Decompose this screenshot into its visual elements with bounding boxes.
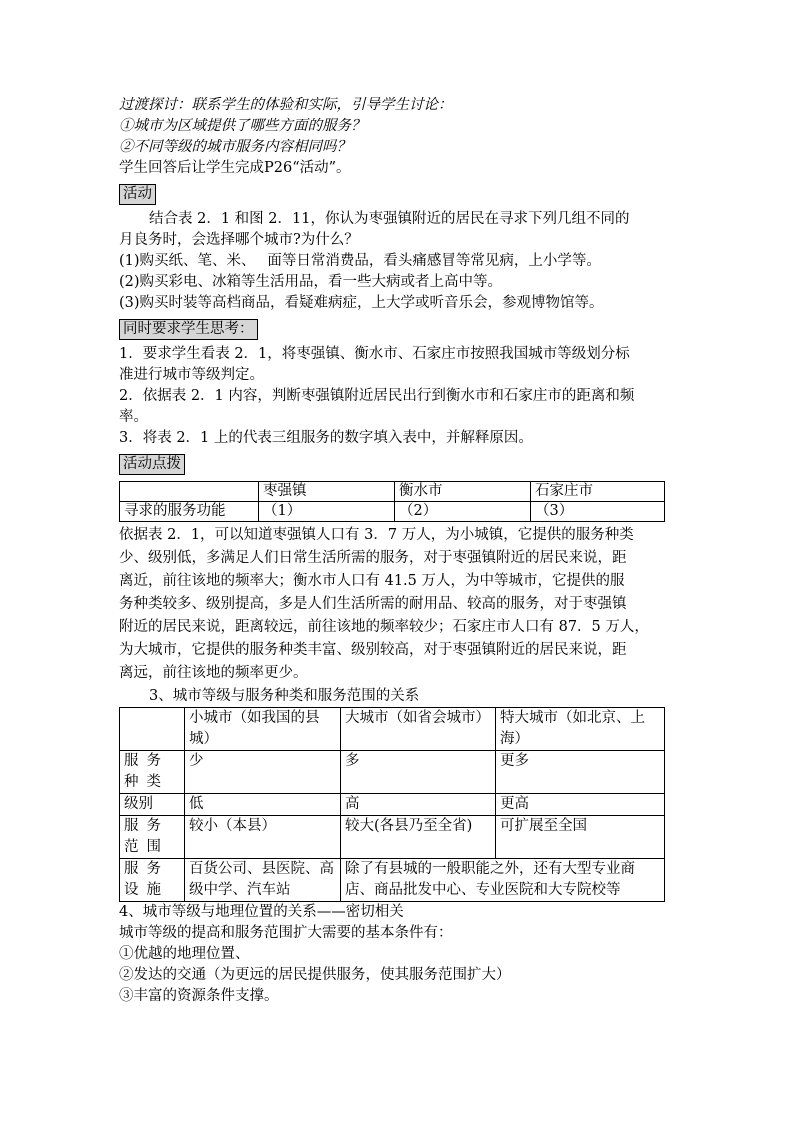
table-cell: 枣强镇 [259,482,395,502]
question-2: ②不同等级的城市服务内容相同吗？ [119,139,351,155]
table-cell: 百货公司、县医院、高级中学、汽车站 [185,859,341,902]
tips-heading-wrap [119,449,667,479]
think-item-2b: 率。 [119,409,148,425]
section-3-title: 3、城市等级与服务种类和服务范围的关系 [149,688,420,704]
activity-paragraph-line-2: 月良务时，会选择哪个城市?为什么？ [119,232,359,248]
think-heading-wrap [119,314,667,344]
city-level-table [119,707,665,902]
condition-3: ③丰富的资源条件支撑。 [119,988,279,1004]
table-row [120,816,665,859]
intro-line: 过渡探讨：联系学生的体验和实际，引导学生讨论： [119,97,453,113]
table-cell: 小城市（如我国的县城） [185,708,341,751]
explanation-line: 依据表 2．1，可以知道枣强镇人口有 3．7 万人，为小城镇，它提供的服务种类 [119,527,634,543]
table-row [120,751,665,794]
table-row [120,482,665,502]
explanation-line: 离近，前往该地的频率大；衡水市人口有 41.5 万人，为中等城市，它提供的服 [119,573,625,589]
section-4-intro: 城市等级的提高和服务范围扩大需要的基本条件有： [119,925,453,941]
table-cell: 特大城市（如北京、上海） [496,708,665,751]
table-cell: 少 [185,751,341,794]
explanation-line: 少、级别低，多满足人们日常生活所需的服务，对于枣强镇附近的居民来说，距 [119,550,627,566]
table-cell: 多 [341,751,496,794]
activity-heading: 活动 [119,184,156,205]
think-item-1a: 1．要求学生看表 2．1，将枣强镇、衡水市、石家庄市按照我国城市等级划分标 [119,346,630,362]
table-cell: 高 [341,794,496,816]
think-item-2a: 2．依据表 2．1 内容，判断枣强镇附近居民出行到衡水市和石家庄市的距离和频 [119,388,635,404]
table-row [120,708,665,751]
activity-item-3: (3)购买时装等高档商品，看疑难病症，上大学或听音乐会，参观博物馆等。 [119,295,604,311]
table-row [120,502,665,522]
table-cell [120,482,259,502]
table-cell: 衡水市 [395,482,531,502]
think-item-1b: 准进行城市等级判定。 [119,367,264,383]
table-cell: 石家庄市 [531,482,665,502]
activity-heading-wrap [119,179,667,209]
table-cell: 大城市（如省会城市） [341,708,496,751]
table-cell [120,708,185,751]
document-page [119,95,667,1007]
explanation-line: 务种类较多、级别提高，多是人们生活所需的耐用品、较高的服务，对于枣强镇 [119,596,627,612]
table-cell: 服务设施 [120,859,185,902]
activity-item-1: (1)购买纸、笔、米、 面等日常消费品，看头痛感冒等常见病，上小学等。 [119,253,601,269]
table-cell: 服务种类 [120,751,185,794]
instruction-line: 学生回答后让学生完成P26“活动”。 [119,160,351,176]
table-cell: 级别 [120,794,185,816]
tips-heading: 活动点拨 [119,454,185,475]
table-cell: 更高 [496,794,665,816]
think-item-3: 3．将表 2．1 上的代表三组服务的数字填入表中，并解释原因。 [119,430,533,446]
table-row [120,794,665,816]
table-cell: （3） [531,502,665,522]
explanation-line: 离远，前往该地的频率更少。 [119,665,308,681]
condition-2: ②发达的交通（为更远的居民提供服务，使其服务范围扩大） [119,967,511,983]
table-cell: 较小（本县） [185,816,341,859]
explanation-paragraph [119,524,667,685]
table-cell: 寻求的服务功能 [120,502,259,522]
think-heading: 同时要求学生思考： [119,319,258,340]
table-cell: 可扩展至全国 [496,816,665,859]
condition-1: ①优越的地理位置、 [119,946,250,962]
service-function-table [119,481,665,522]
question-1: ①城市为区域提供了哪些方面的服务？ [119,118,366,134]
activity-item-2: (2)购买彩电、冰箱等生活用品，看一些大病或者上高中等。 [119,274,503,290]
table-cell: 更多 [496,751,665,794]
table-cell: 服务范围 [120,816,185,859]
section-4-title: 4、城市等级与地理位置的关系——密切相关 [119,904,404,920]
table-cell: 低 [185,794,341,816]
table-row [120,859,665,902]
table-cell: 除了有县城的一般职能之外，还有大型专业商店、商品批发中心、专业医院和大专院校等 [341,859,665,902]
activity-paragraph-line-1: 结合表 2．1 和图 2．11，你认为枣强镇附近的居民在寻求下列几组不同的 [149,211,630,227]
table-cell: （1） [259,502,395,522]
explanation-line: 附近的居民来说，距离较远，前往该地的频率较少；石家庄市人口有 87．5 万人， [119,619,649,635]
table-cell: （2） [395,502,531,522]
table-cell: 较大(各县乃至全省) [341,816,496,859]
explanation-line: 为大城市，它提供的服务种类丰富、级别较高，对于枣强镇附近的居民来说，距 [119,642,627,658]
